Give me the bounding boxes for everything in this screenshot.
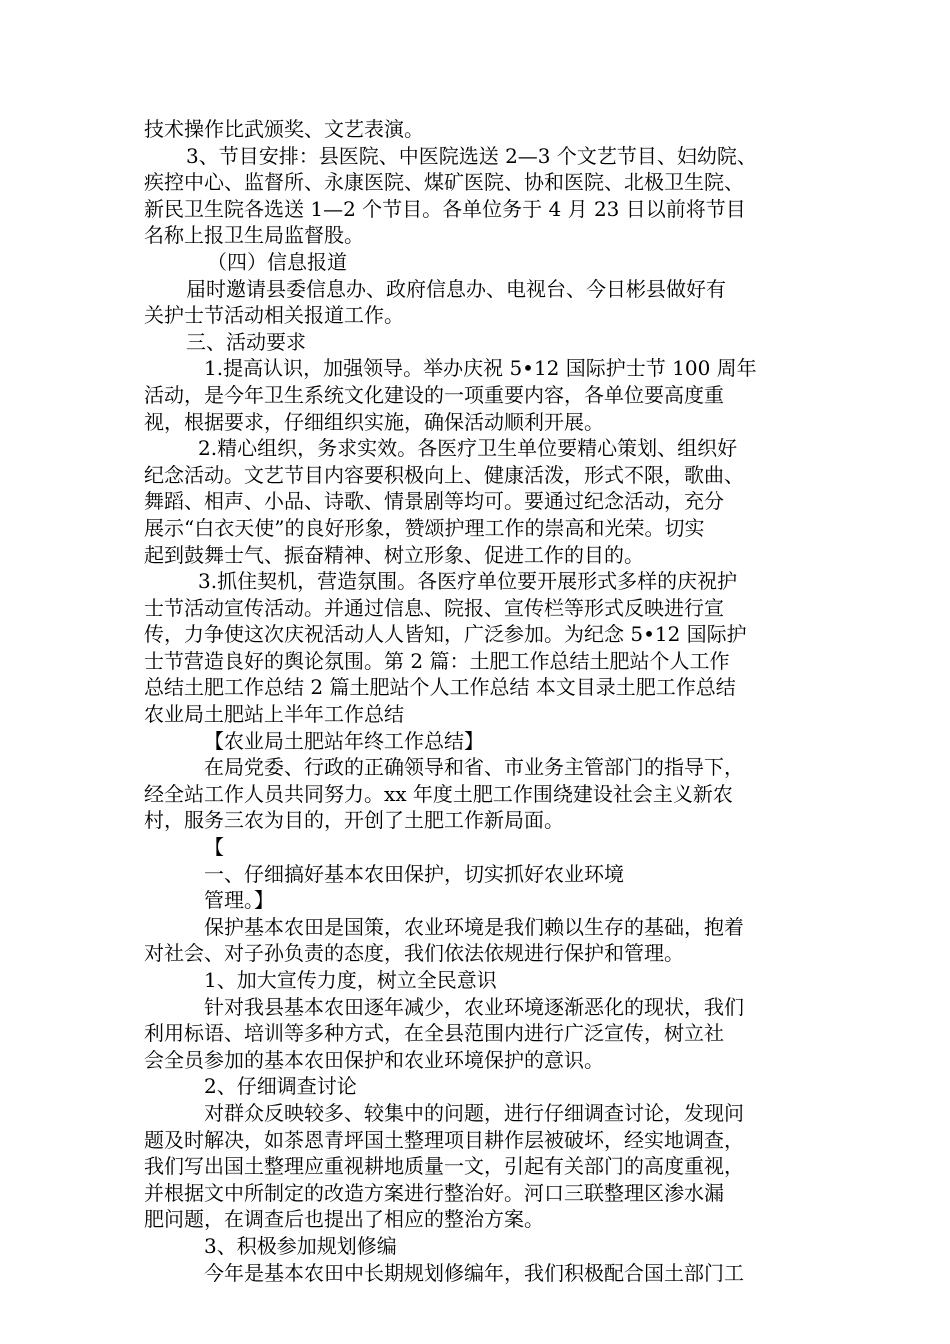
- section-heading: 管理。】: [204, 888, 274, 913]
- text-line: 起到鼓舞士气、振奋精神、树立形象、促进工作的目的。: [144, 542, 644, 567]
- document-body: [144, 116, 824, 1286]
- text-line: 视，根据要求，仔细组织实施，确保活动顺利开展。: [144, 409, 604, 434]
- text-line: 对社会、对子孙负责的态度，我们依法依规进行保护和管理。: [144, 941, 684, 966]
- text-line: 【: [204, 835, 224, 860]
- text-line: 士节营造良好的舆论氛围。第 2 篇：土肥工作总结土肥站个人工作: [144, 648, 730, 673]
- section-heading: 一、仔细搞好基本农田保护，切实抓好农业环境: [204, 861, 624, 886]
- section-heading: 3、积极参加规划修编: [204, 1233, 397, 1258]
- text-line: 新民卫生院各选送 1—2 个节目。各单位务于 4 月 23 日以前将节目: [144, 196, 746, 221]
- section-heading: 三、活动要求: [186, 329, 306, 354]
- text-line: 疾控中心、监督所、永康医院、煤矿医院、协和医院、北极卫生院、: [144, 170, 744, 195]
- text-line: 3.抓住契机，营造氛围。各医疗单位要开展形式多样的庆祝护: [198, 569, 738, 594]
- text-line: 3、节目安排：县医院、中医院选送 2—3 个文艺节目、妇幼院、: [186, 143, 757, 168]
- text-line: 肥问题，在调查后也提出了相应的整治方案。: [144, 1207, 544, 1232]
- text-line: 题及时解决，如茶恩青坪国土整理项目耕作层被破坏，经实地调查，: [144, 1127, 744, 1152]
- text-line: 届时邀请县委信息办、政府信息办、电视台、今日彬县做好有: [186, 276, 726, 301]
- text-line: 我们写出国土整理应重视耕地质量一文，引起有关部门的高度重视，: [144, 1154, 744, 1179]
- text-line: 针对我县基本农田逐年减少，农业环境逐渐恶化的现状，我们: [204, 994, 744, 1019]
- text-line: 并根据文中所制定的改造方案进行整治好。河口三联整理区渗水漏: [144, 1180, 724, 1205]
- text-line: 展示“白衣天使”的良好形象，赞颂护理工作的崇高和光荣。切实: [144, 515, 705, 540]
- text-line: 利用标语、培训等多种方式，在全县范围内进行广泛宣传，树立社: [144, 1021, 724, 1046]
- text-line: 2.精心组织，务求实效。各医疗卫生单位要精心策划、组织好: [198, 436, 738, 461]
- section-heading: （四）信息报道: [207, 249, 347, 274]
- text-line: 技术操作比武颁奖、文艺表演。: [144, 117, 424, 141]
- text-line: 农业局土肥站上半年工作总结: [144, 702, 404, 727]
- text-line: 会全员参加的基本农田保护和农业环境保护的意识。: [144, 1047, 604, 1072]
- text-line: 保护基本农田是国策，农业环境是我们赖以生存的基础，抱着: [204, 914, 744, 939]
- text-line: 传，力争使这次庆祝活动人人皆知，广泛参加。为纪念 5•12 国际护: [144, 622, 747, 647]
- text-line: 在局党委、行政的正确领导和省、市业务主管部门的指导下，: [204, 755, 744, 780]
- section-heading: 1、加大宣传力度，树立全民意识: [204, 968, 497, 992]
- text-line: 士节活动宣传活动。并通过信息、院报、宣传栏等形式反映进行宣: [144, 595, 724, 620]
- section-heading: 【农业局土肥站年终工作总结】: [204, 728, 484, 753]
- text-line: 今年是基本农田中长期规划修编年，我们积极配合国土部门工: [204, 1260, 744, 1285]
- section-heading: 2、仔细调查讨论: [204, 1074, 357, 1099]
- text-line: 名称上报卫生局监督股。: [144, 223, 364, 248]
- text-line: 活动，是今年卫生系统文化建设的一项重要内容，各单位要高度重: [144, 382, 724, 407]
- text-line: 纪念活动。文艺节目内容要积极向上、健康活泼，形式不限，歌曲、: [144, 462, 744, 487]
- text-line: 村，服务三农为目的，开创了土肥工作新局面。: [144, 808, 564, 833]
- text-line: 对群众反映较多、较集中的问题，进行仔细调查讨论，发现问: [204, 1100, 744, 1125]
- text-line: 总结土肥工作总结 2 篇土肥站个人工作总结 本文目录土肥工作总结: [144, 675, 736, 700]
- text-line: 关护士节活动相关报道工作。: [144, 303, 404, 328]
- text-line: 1.提高认识，加强领导。举办庆祝 5•12 国际护士节 100 周年: [204, 356, 757, 381]
- text-line: 舞蹈、相声、小品、诗歌、情景剧等均可。要通过纪念活动，充分: [144, 489, 724, 514]
- text-line: 经全站工作人员共同努力。xx 年度土肥工作围绕建设社会主义新农: [144, 781, 733, 806]
